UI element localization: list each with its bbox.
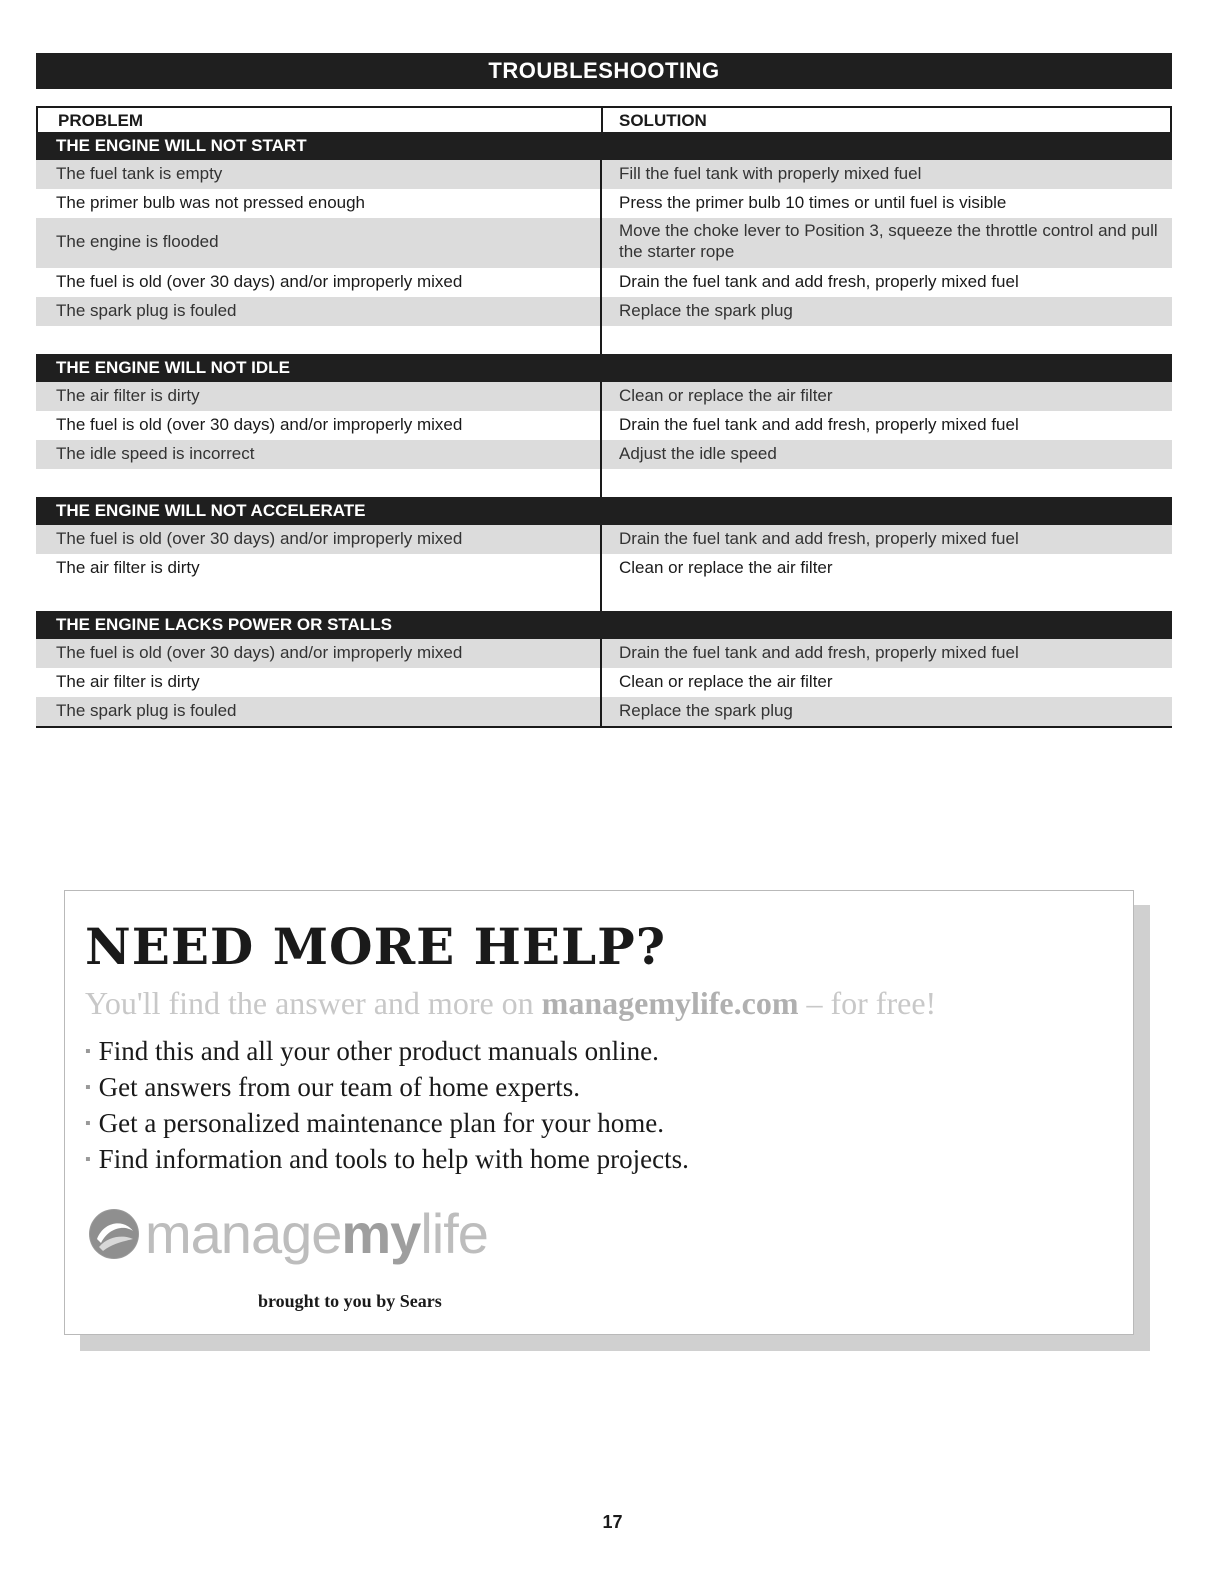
help-title: NEED MORE HELP? [85,917,667,976]
section-gap [36,469,1172,497]
table-row [36,697,1172,726]
solution-cell: Clean or replace the air filter [619,386,833,405]
column-divider [600,268,602,297]
column-divider [600,469,602,497]
help-bullet: ▪ Find this and all your other product manuals online. [85,1033,689,1069]
column-divider [600,639,602,668]
section-header: THE ENGINE WILL NOT START [36,132,1172,160]
column-divider [600,583,602,611]
column-divider [600,382,602,411]
table-header [36,106,1172,132]
solution-cell: Drain the fuel tank and add fresh, properly mixed fuel [619,643,1019,662]
solution-cell: Move the choke lever to Position 3, squeeze the throttle control and pull the starter rope [619,221,1158,261]
logo-swirl-icon [89,1209,139,1259]
problem-cell: The primer bulb was not pressed enough [56,193,366,212]
logo-text-my: my [341,1202,421,1265]
table-row [36,268,1172,297]
help-bullet: ▪ Find information and tools to help with home projects. [85,1141,689,1177]
solution-cell: Adjust the idle speed [619,444,777,463]
table-body [36,132,1172,726]
solution-cell: Replace the spark plug [619,301,793,320]
table-row [36,382,1172,411]
problem-cell: The fuel is old (over 30 days) and/or improperly mixed [56,529,463,548]
table-row [36,160,1172,189]
problem-cell: The air filter is dirty [56,386,200,405]
table-row [36,639,1172,668]
section-header: THE ENGINE WILL NOT IDLE [36,354,1172,382]
problem-cell: The fuel is old (over 30 days) and/or improperly mixed [56,643,463,662]
problem-cell: The fuel is old (over 30 days) and/or improperly mixed [56,415,463,434]
problem-cell: The fuel tank is empty [56,164,223,183]
troubleshooting-table [36,106,1172,728]
problem-cell: The idle speed is incorrect [56,444,255,463]
page-number: 17 [602,1512,623,1532]
table-row [36,554,1172,583]
logo-text-life: life [420,1202,488,1265]
solution-header: SOLUTION [619,111,707,130]
problem-cell: The engine is flooded [56,232,219,251]
column-divider [600,554,602,583]
column-divider [600,697,602,726]
table-row [36,525,1172,554]
table-row [36,218,1172,268]
help-box-shadow-right [1134,905,1150,1350]
problem-cell: The air filter is dirty [56,558,200,577]
help-bullet-list [85,1033,689,1177]
column-divider [600,668,602,697]
problem-cell: The spark plug is fouled [56,701,237,720]
table-row [36,189,1172,218]
table-row [36,668,1172,697]
solution-cell: Drain the fuel tank and add fresh, properly mixed fuel [619,529,1019,548]
solution-cell: Clean or replace the air filter [619,558,833,577]
column-divider [600,160,602,189]
help-box-shadow-bottom [80,1335,1150,1351]
help-subtitle [85,985,936,1022]
table-row [36,411,1172,440]
problem-cell: The fuel is old (over 30 days) and/or improperly mixed [56,272,463,291]
header-divider [601,108,603,132]
column-divider [600,297,602,326]
solution-cell: Press the primer bulb 10 times or until fuel is visible [619,193,1007,212]
section-header: THE ENGINE WILL NOT ACCELERATE [36,497,1172,525]
column-divider [600,326,602,354]
table-row [36,297,1172,326]
problem-cell: The air filter is dirty [56,672,200,691]
column-divider [600,218,602,268]
help-subtitle-site: managemylife.com [541,985,799,1021]
column-divider [600,189,602,218]
solution-cell: Drain the fuel tank and add fresh, properly mixed fuel [619,272,1019,291]
column-divider [600,525,602,554]
column-divider [600,411,602,440]
section-gap [36,583,1172,611]
logo-text-manage: manage [145,1202,342,1265]
help-subtitle-pre: You'll find the answer and more on [85,985,542,1021]
problem-header: PROBLEM [58,111,143,130]
column-divider [600,440,602,469]
need-more-help-box [64,890,1134,1335]
section-gap [36,326,1172,354]
help-subtitle-post: – for free! [798,985,937,1021]
help-bullet: ▪ Get answers from our team of home experts. [85,1069,689,1105]
solution-cell: Drain the fuel tank and add fresh, properly mixed fuel [619,415,1019,434]
logo-wordmark [145,1201,488,1266]
page-banner: TROUBLESHOOTING [36,53,1172,89]
table-row [36,440,1172,469]
brought-by-sears: brought to you by Sears [258,1291,442,1311]
solution-cell: Clean or replace the air filter [619,672,833,691]
solution-cell: Replace the spark plug [619,701,793,720]
section-header: THE ENGINE LACKS POWER OR STALLS [36,611,1172,639]
solution-cell: Fill the fuel tank with properly mixed fuel [619,164,922,183]
table-bottom-rule [36,726,1172,728]
problem-cell: The spark plug is fouled [56,301,237,320]
help-bullet: ▪ Get a personalized maintenance plan for your home. [85,1105,689,1141]
